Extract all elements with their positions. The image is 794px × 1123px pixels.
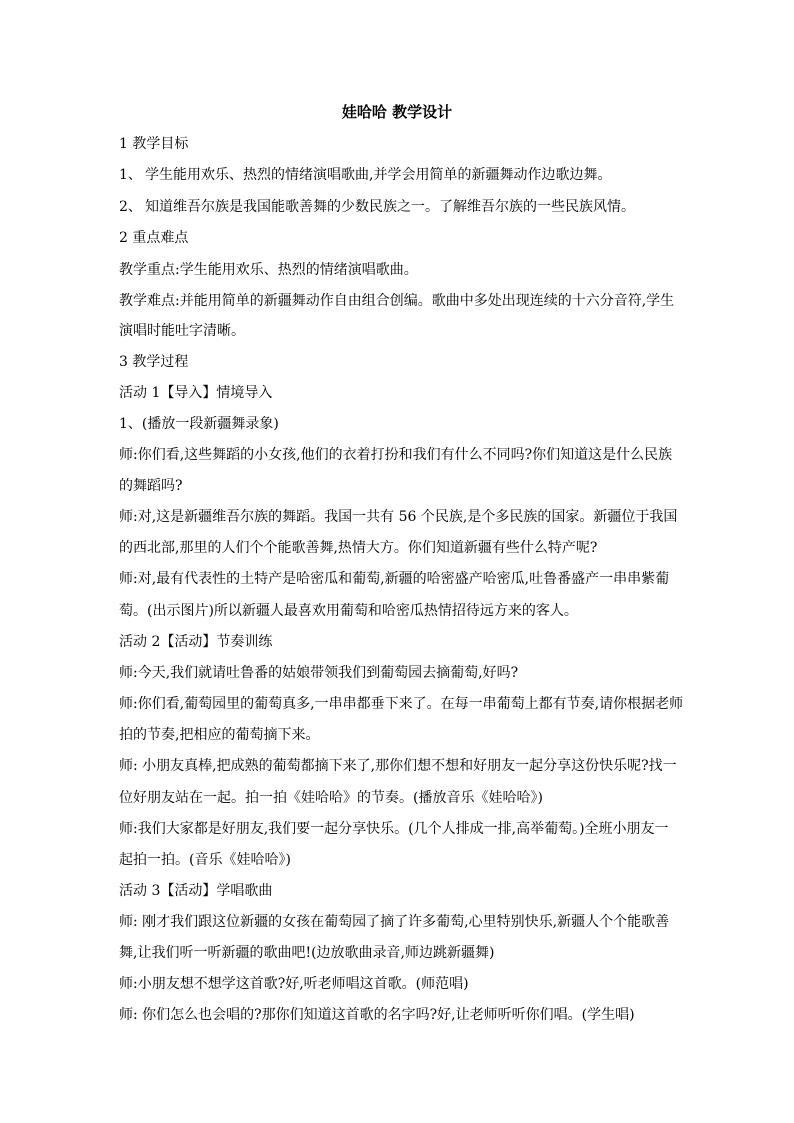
paragraph-line: 1、(播放一段新疆舞录象) bbox=[119, 416, 279, 432]
goal-item-1 bbox=[119, 165, 679, 185]
paragraph-line: 师:我们大家都是好朋友,我们要一起分享快乐。(几个人排成一排,高举葡萄。)全班小朋友一 bbox=[119, 821, 669, 837]
section-heading-keypoints: 2 重点难点 bbox=[119, 230, 189, 246]
paragraph-line: 师: 小朋友真棒,把成熟的葡萄都摘下来了,那你们想不想和好朋友一起分享这份快乐呢?找一 bbox=[119, 758, 677, 774]
difficulty-text-line: 演唱时能吐字清晰。 bbox=[119, 323, 245, 339]
goal-item-2-text: 知道维吾尔族是我国能歌善舞的少数民族之一。了解维吾尔族的一些民族风情。 bbox=[145, 199, 635, 215]
paragraph-line: 师:今天,我们就请吐鲁番的姑娘带领我们到葡萄园去摘葡萄,好吗? bbox=[119, 665, 519, 681]
paragraph-line: 师:对,最有代表性的土特产是哈密瓜和葡萄,新疆的哈密盛产哈密瓜,吐鲁番盛产一串串紫葡 bbox=[119, 571, 670, 587]
paragraph-line: 师:你们看,这些舞蹈的小女孩,他们的衣着打扮和我们有什么不同吗?你们知道这是什么民族 bbox=[119, 447, 673, 463]
paragraph-line: 的西北部,那里的人们个个能歌善舞,热情大方。你们知道新疆有些什么特产呢? bbox=[119, 540, 598, 556]
goal-item-2 bbox=[119, 197, 679, 217]
document-title: 娃哈哈 教学设计 bbox=[341, 103, 453, 121]
goal-item-1-number: 1、 bbox=[119, 167, 142, 183]
activity-1-heading: 活动 1【导入】情境导入 bbox=[119, 385, 273, 401]
key-point-text: 教学重点:学生能用欢乐、热烈的情绪演唱歌曲。 bbox=[119, 262, 418, 278]
paragraph-line: 的舞蹈吗? bbox=[119, 478, 183, 494]
paragraph-line: 师:你们看,葡萄园里的葡萄真多,一串串都垂下来了。在每一串葡萄上都有节奏,请你根据老师 bbox=[119, 696, 684, 712]
paragraph-line: 起拍一拍。(音乐《娃哈哈》) bbox=[119, 852, 291, 868]
section-heading-goals: 1 教学目标 bbox=[119, 136, 189, 152]
activity-2-heading: 活动 2【活动】节奏训练 bbox=[119, 634, 273, 650]
paragraph-line: 师:对,这是新疆维吾尔族的舞蹈。我国一共有 56 个民族,是个多民族的国家。新疆位于我国 bbox=[119, 509, 678, 525]
difficulty-text-line: 教学难点:并能用简单的新疆舞动作自由组合创编。歌曲中多处出现连续的十六分音符,学生 bbox=[119, 293, 675, 309]
goal-item-1-text: 学生能用欢乐、热烈的情绪演唱歌曲,并学会用简单的新疆舞动作边歌边舞。 bbox=[145, 167, 612, 183]
paragraph-line: 萄。(出示图片)所以新疆人最喜欢用葡萄和哈密瓜热情招待远方来的客人。 bbox=[119, 603, 578, 619]
paragraph-line: 舞,让我们听一听新疆的歌曲吧!(边放歌曲录音,师边跳新疆舞) bbox=[119, 945, 495, 961]
goal-item-2-number: 2、 bbox=[119, 199, 142, 215]
paragraph-line: 位好朋友站在一起。拍一拍《娃哈哈》的节奏。(播放音乐《娃哈哈》) bbox=[119, 790, 543, 806]
activity-3-heading: 活动 3【活动】学唱歌曲 bbox=[119, 883, 273, 899]
paragraph-line: 师: 你们怎么也会唱的?那你们知道这首歌的名字吗?好,让老师听听你们唱。(学生唱) bbox=[119, 1007, 635, 1023]
paragraph-line: 师: 刚才我们跟这位新疆的女孩在葡萄园了摘了许多葡萄,心里特别快乐,新疆人个个能歌善 bbox=[119, 914, 670, 930]
paragraph-line: 师:小朋友想不想学这首歌?好,听老师唱这首歌。(师范唱) bbox=[119, 976, 469, 992]
paragraph-line: 拍的节奏,把相应的葡萄摘下来。 bbox=[119, 727, 320, 743]
section-heading-process: 3 教学过程 bbox=[119, 354, 189, 370]
